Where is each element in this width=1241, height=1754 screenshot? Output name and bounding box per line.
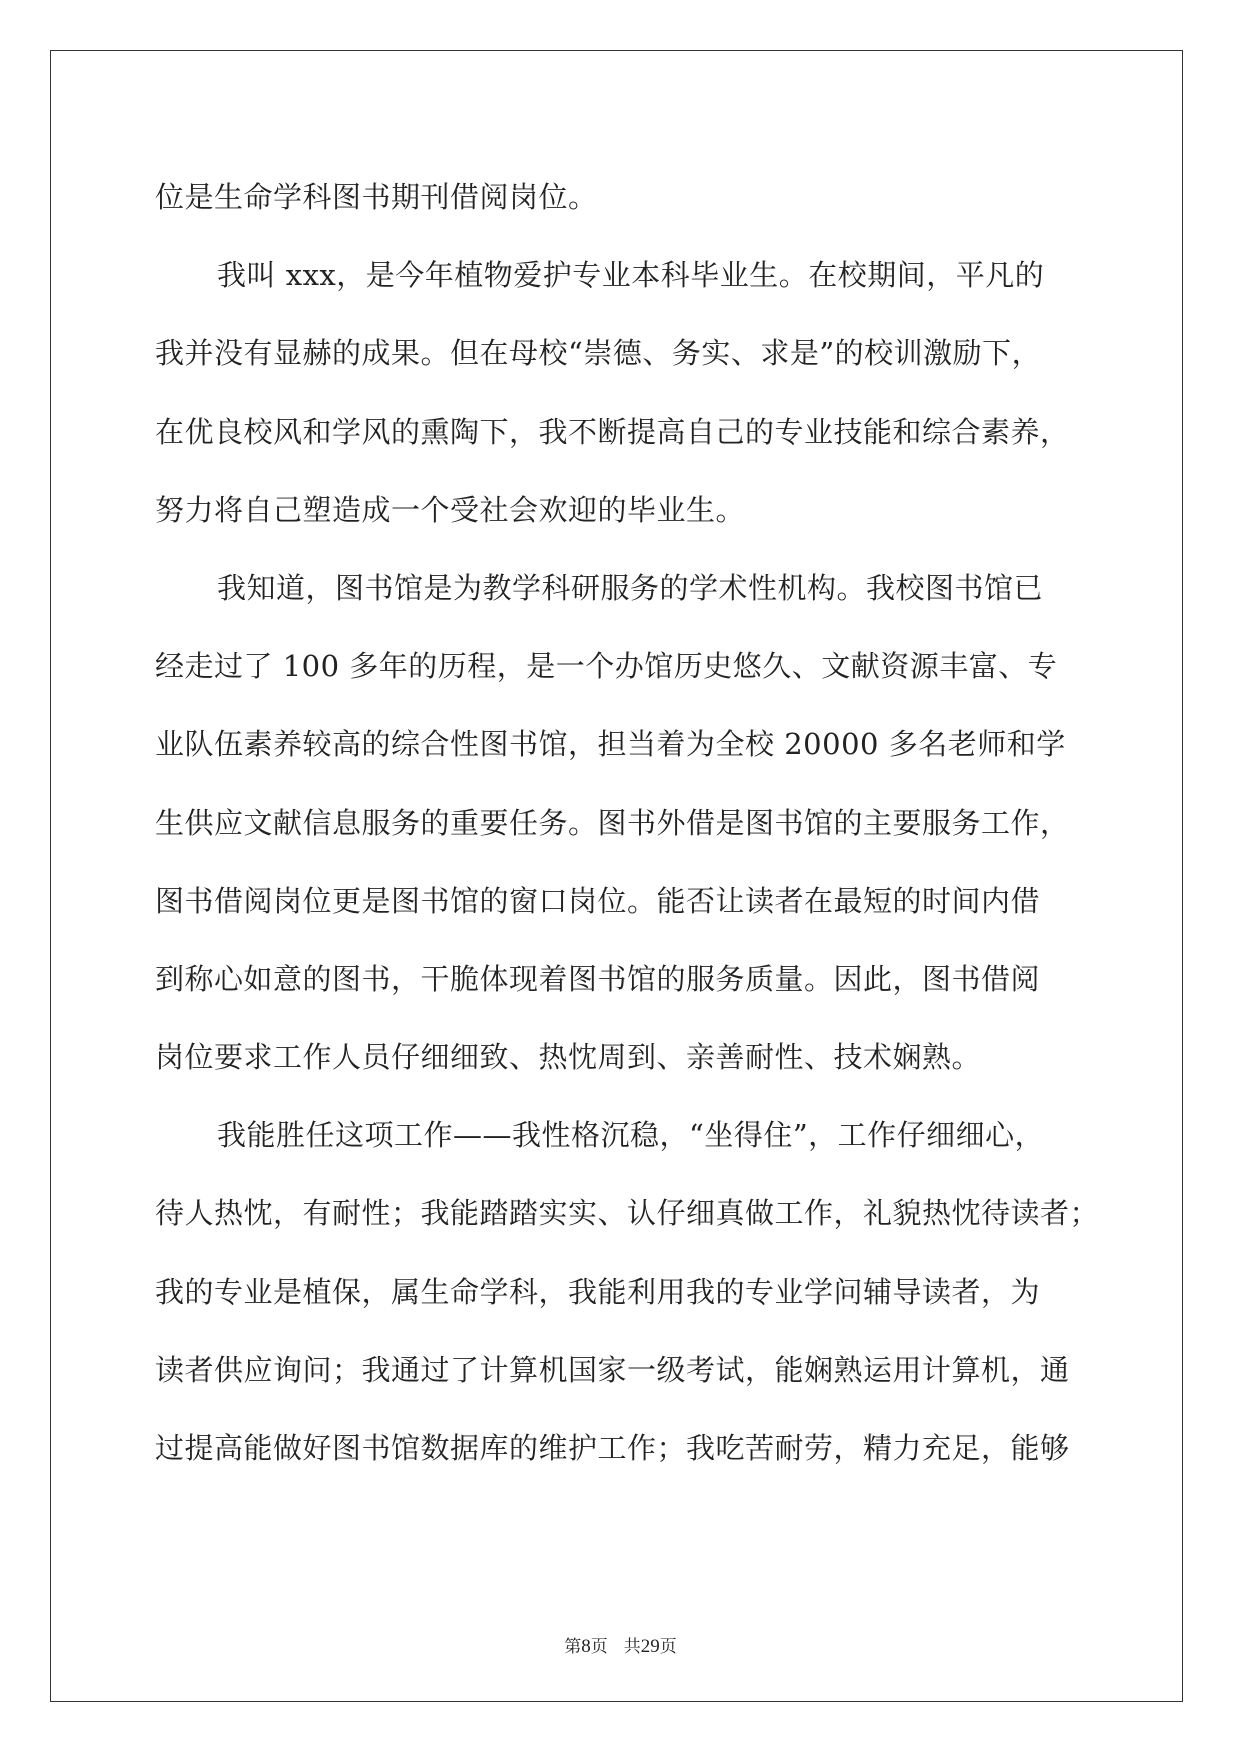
text-line: 经走过了 100 多年的历程，是一个办馆历史悠久、文献资源丰富、专 [155,649,1058,684]
total-prefix: 共 [623,1637,641,1657]
page-suffix: 页 [590,1637,608,1657]
total-pages: 29 [640,1636,660,1657]
text-line: 我并没有显赫的成果。但在母校“崇德、务实、求是”的校训激励下， [155,336,1042,371]
text-line: 读者供应询问；我通过了计算机国家一级考试，能娴熟运用计算机，通 [155,1352,1070,1387]
page-prefix: 第 [564,1637,582,1657]
text-line: 图书借阅岗位更是图书馆的窗口岗位。能否让读者在最短的时间内借 [155,883,1041,918]
text-line: 位是生命学科图书期刊借阅岗位。 [155,180,598,214]
total-suffix: 页 [659,1637,677,1657]
page-number: 8 [581,1636,591,1657]
text-line: 到称心如意的图书，干脆体现着图书馆的服务质量。因此，图书借阅 [155,961,1041,996]
text-line: 我的专业是植保，属生命学科，我能利用我的专业学问辅导读者，为 [155,1274,1041,1309]
text-line: 待人热忱，有耐性；我能踏踏实实、认仔细真做工作，礼貌热忱待读者； [155,1196,1100,1231]
document-body [155,158,1100,1487]
page-footer [0,1632,1241,1658]
text-line: 我叫 xxx，是今年植物爱护专业本科毕业生。在校期间，平凡的 [217,258,1045,293]
text-line: 努力将自己塑造成一个受社会欢迎的毕业生。 [155,492,746,527]
text-line: 过提高能做好图书馆数据库的维护工作；我吃苦耐劳，精力充足，能够 [155,1431,1070,1465]
text-line: 岗位要求工作人员仔细细致、热忱周到、亲善耐性、技术娴熟。 [155,1040,982,1075]
text-line: 我知道，图书馆是为教学科研服务的学术性机构。我校图书馆已 [217,570,1044,605]
text-line: 在优良校风和学风的熏陶下，我不断提高自己的专业技能和综合素养， [155,414,1070,449]
text-line: 我能胜任这项工作——我性格沉稳，“坐得住”，工作仔细细心， [217,1118,1045,1153]
text-line: 业队伍素养较高的综合性图书馆，担当着为全校 20000 多名老师和学 [155,727,1066,762]
text-line: 生供应文献信息服务的重要任务。图书外借是图书馆的主要服务工作， [155,805,1070,840]
